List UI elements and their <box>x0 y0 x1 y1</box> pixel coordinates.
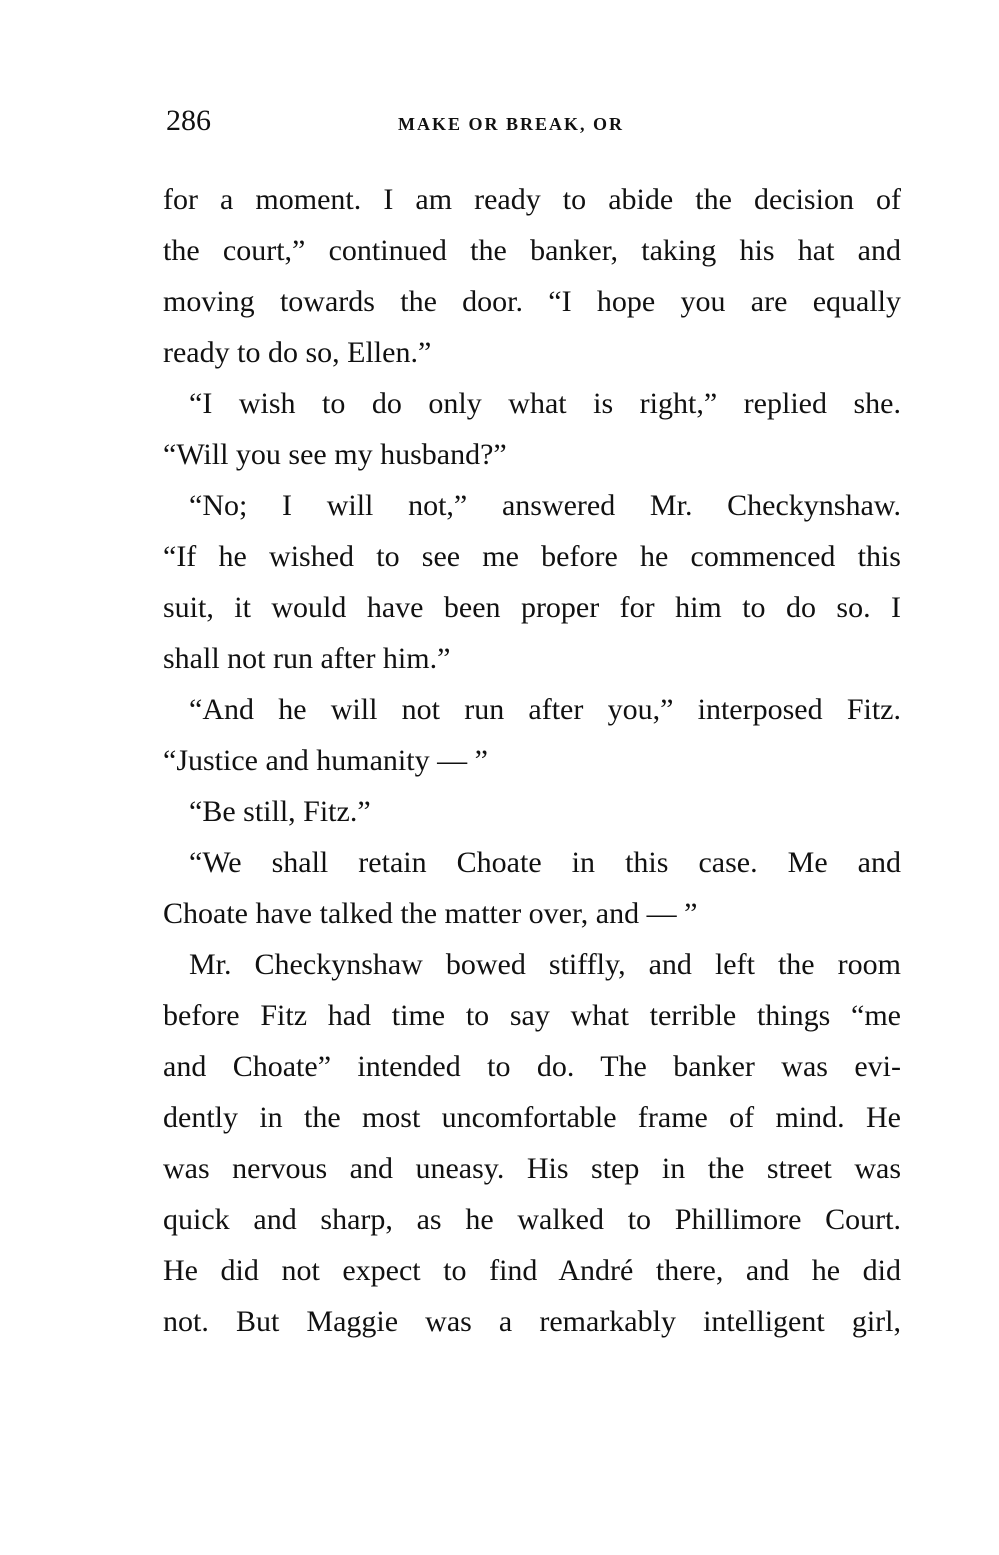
text-line: shall not run after him.” <box>163 642 451 675</box>
text-line: “We shall retain Choate in this case. Me and <box>189 846 901 879</box>
text-line: and Choate” intended to do. The banker was evi- <box>163 1050 901 1083</box>
text-line: before Fitz had time to say what terrible things “me <box>163 999 901 1032</box>
text-line: “No; I will not,” answered Mr. Checkynshaw. <box>189 489 901 522</box>
text-line: dently in the most uncomfortable frame of mind. He <box>163 1101 901 1134</box>
text-line: Mr. Checkynshaw bowed stiffly, and left the room <box>189 948 901 981</box>
text-line: He did not expect to find André there, and he did <box>163 1254 901 1287</box>
text-line: the court,” continued the banker, taking his hat and <box>163 234 901 267</box>
text-line: “Be still, Fitz.” <box>189 795 371 828</box>
page-number: 286 <box>166 104 211 137</box>
text-line: was nervous and uneasy. His step in the street was <box>163 1152 901 1185</box>
text-line: suit, it would have been proper for him to do so. I <box>163 591 901 624</box>
text-line: “Justice and humanity — ” <box>163 744 488 777</box>
text-line: quick and sharp, as he walked to Phillimore Court. <box>163 1203 901 1236</box>
text-line: “And he will not run after you,” interposed Fitz. <box>189 693 901 726</box>
text-line: “If he wished to see me before he commenced this <box>163 540 901 573</box>
text-line: not. But Maggie was a remarkably intelligent girl, <box>163 1305 901 1338</box>
text-line: moving towards the door. “I hope you are equally <box>163 285 901 318</box>
text-line: “I wish to do only what is right,” replied she. <box>189 387 901 420</box>
text-line: for a moment. I am ready to abide the decision of <box>163 183 901 216</box>
running-head <box>166 104 900 144</box>
text-line: ready to do so, Ellen.” <box>163 336 432 369</box>
text-line: Choate have talked the matter over, and — ” <box>163 897 698 930</box>
running-title: MAKE OR BREAK, OR <box>398 114 625 134</box>
text-line: “Will you see my husband?” <box>163 438 507 471</box>
body-text <box>163 174 901 1347</box>
